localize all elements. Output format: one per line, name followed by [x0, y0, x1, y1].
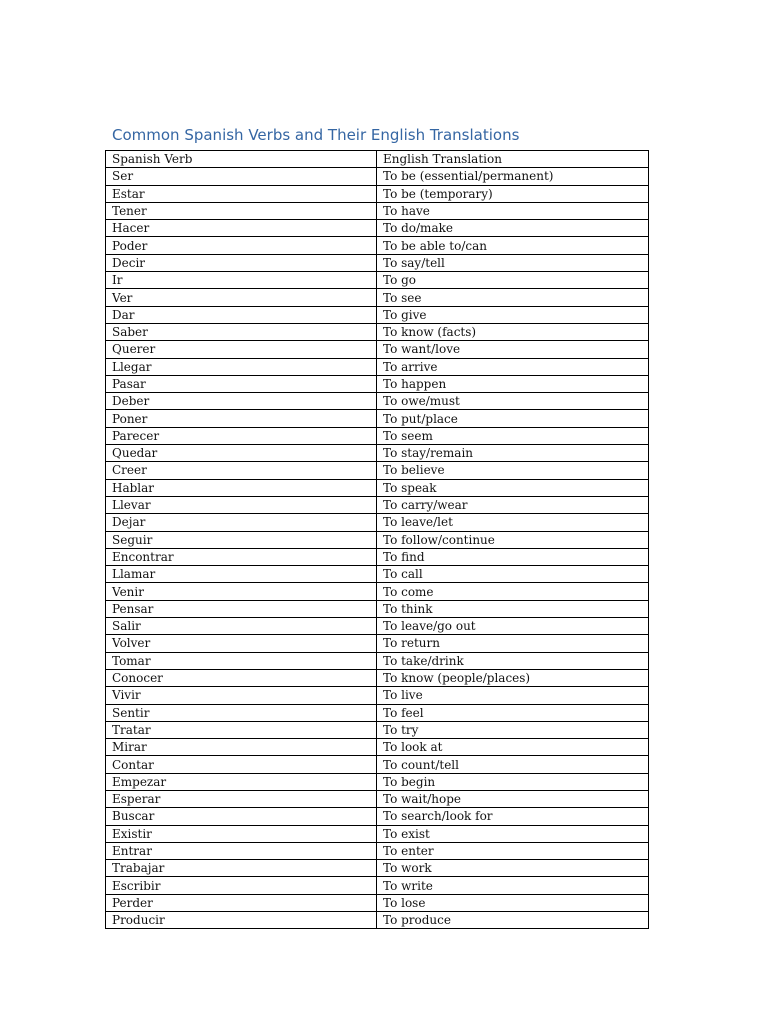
table-row: [106, 600, 649, 617]
spanish-verb-cell: Escribir: [106, 877, 377, 894]
table-row: [106, 220, 649, 237]
english-translation-cell: To try: [377, 721, 649, 738]
english-translation-cell: To work: [377, 860, 649, 877]
table-row: [106, 445, 649, 462]
table-row: [106, 185, 649, 202]
table-row: [106, 756, 649, 773]
english-translation-cell: To say/tell: [377, 254, 649, 271]
table-row: [106, 721, 649, 738]
english-translation-cell: To count/tell: [377, 756, 649, 773]
document-title: Common Spanish Verbs and Their English Translations: [112, 126, 520, 144]
spanish-verb-cell: Ver: [106, 289, 377, 306]
table-row: [106, 583, 649, 600]
table-row: [106, 202, 649, 219]
english-translation-cell: To exist: [377, 825, 649, 842]
table-row: [106, 375, 649, 392]
english-translation-cell: To believe: [377, 462, 649, 479]
spanish-verb-cell: Conocer: [106, 669, 377, 686]
table-row: [106, 790, 649, 807]
english-translation-cell: To carry/wear: [377, 496, 649, 513]
english-translation-cell: To arrive: [377, 358, 649, 375]
spanish-verb-cell: Vivir: [106, 687, 377, 704]
table-row: [106, 341, 649, 358]
english-translation-cell: To speak: [377, 479, 649, 496]
spanish-verb-cell: Llamar: [106, 566, 377, 583]
spanish-verb-cell: Querer: [106, 341, 377, 358]
english-translation-cell: To do/make: [377, 220, 649, 237]
table-row: [106, 254, 649, 271]
english-translation-cell: To begin: [377, 773, 649, 790]
spanish-verb-cell: Existir: [106, 825, 377, 842]
spanish-verb-cell: Llevar: [106, 496, 377, 513]
spanish-verb-cell: Empezar: [106, 773, 377, 790]
table-row: [106, 237, 649, 254]
english-translation-cell: To return: [377, 635, 649, 652]
english-translation-cell: To want/love: [377, 341, 649, 358]
english-translation-cell: To give: [377, 306, 649, 323]
spanish-verb-cell: Salir: [106, 618, 377, 635]
english-translation-cell: To leave/let: [377, 514, 649, 531]
spanish-verb-cell: Decir: [106, 254, 377, 271]
english-translation-cell: To see: [377, 289, 649, 306]
table-row: [106, 306, 649, 323]
spanish-verb-cell: Mirar: [106, 739, 377, 756]
english-translation-cell: To enter: [377, 842, 649, 859]
spanish-verb-cell: Tratar: [106, 721, 377, 738]
spanish-verb-cell: Pensar: [106, 600, 377, 617]
table-row: [106, 877, 649, 894]
table-row: [106, 825, 649, 842]
spanish-verb-cell: Seguir: [106, 531, 377, 548]
spanish-verb-cell: Venir: [106, 583, 377, 600]
table-row: [106, 912, 649, 929]
verb-table-body: [106, 151, 649, 929]
verb-table: [105, 150, 649, 929]
english-translation-cell: To have: [377, 202, 649, 219]
table-row: [106, 168, 649, 185]
table-row: [106, 479, 649, 496]
table-row: [106, 548, 649, 565]
spanish-verb-cell: Quedar: [106, 445, 377, 462]
english-translation-cell: To be able to/can: [377, 237, 649, 254]
spanish-verb-cell: Producir: [106, 912, 377, 929]
english-translation-cell: To live: [377, 687, 649, 704]
spanish-verb-cell: Contar: [106, 756, 377, 773]
english-translation-cell: To look at: [377, 739, 649, 756]
table-row: [106, 272, 649, 289]
english-translation-cell: To search/look for: [377, 808, 649, 825]
english-translation-cell: To seem: [377, 427, 649, 444]
table-row: [106, 514, 649, 531]
spanish-verb-cell: Entrar: [106, 842, 377, 859]
english-translation-cell: To follow/continue: [377, 531, 649, 548]
spanish-verb-cell: Poner: [106, 410, 377, 427]
english-translation-cell: To stay/remain: [377, 445, 649, 462]
english-translation-cell: To happen: [377, 375, 649, 392]
spanish-verb-cell: Volver: [106, 635, 377, 652]
english-translation-cell: To lose: [377, 894, 649, 911]
spanish-verb-cell: Dejar: [106, 514, 377, 531]
spanish-verb-cell: Dar: [106, 306, 377, 323]
spanish-verb-cell: Buscar: [106, 808, 377, 825]
spanish-verb-cell: Sentir: [106, 704, 377, 721]
table-row: [106, 531, 649, 548]
table-row: [106, 687, 649, 704]
english-translation-cell: To leave/go out: [377, 618, 649, 635]
english-translation-cell: To owe/must: [377, 393, 649, 410]
table-header-row: [106, 151, 649, 168]
spanish-verb-cell: Ir: [106, 272, 377, 289]
english-translation-cell: To be (essential/permanent): [377, 168, 649, 185]
spanish-verb-cell: Pasar: [106, 375, 377, 392]
table-row: [106, 410, 649, 427]
english-translation-cell: To wait/hope: [377, 790, 649, 807]
spanish-verb-cell: Trabajar: [106, 860, 377, 877]
english-translation-cell: To be (temporary): [377, 185, 649, 202]
table-row: [106, 289, 649, 306]
spanish-verb-cell: Creer: [106, 462, 377, 479]
table-row: [106, 618, 649, 635]
english-translation-cell: To take/drink: [377, 652, 649, 669]
table-row: [106, 704, 649, 721]
table-row: [106, 739, 649, 756]
table-row: [106, 323, 649, 340]
english-translation-cell: To come: [377, 583, 649, 600]
table-row: [106, 894, 649, 911]
english-translation-cell: To produce: [377, 912, 649, 929]
spanish-verb-cell: Saber: [106, 323, 377, 340]
header-english-translation: English Translation: [377, 151, 649, 168]
english-translation-cell: To put/place: [377, 410, 649, 427]
table-row: [106, 462, 649, 479]
table-row: [106, 427, 649, 444]
english-translation-cell: To write: [377, 877, 649, 894]
english-translation-cell: To find: [377, 548, 649, 565]
spanish-verb-cell: Parecer: [106, 427, 377, 444]
table-row: [106, 669, 649, 686]
english-translation-cell: To feel: [377, 704, 649, 721]
table-row: [106, 860, 649, 877]
spanish-verb-cell: Perder: [106, 894, 377, 911]
spanish-verb-cell: Tener: [106, 202, 377, 219]
table-row: [106, 808, 649, 825]
table-row: [106, 652, 649, 669]
spanish-verb-cell: Esperar: [106, 790, 377, 807]
table-row: [106, 393, 649, 410]
english-translation-cell: To call: [377, 566, 649, 583]
english-translation-cell: To know (facts): [377, 323, 649, 340]
spanish-verb-cell: Hablar: [106, 479, 377, 496]
english-translation-cell: To go: [377, 272, 649, 289]
spanish-verb-cell: Tomar: [106, 652, 377, 669]
spanish-verb-cell: Encontrar: [106, 548, 377, 565]
spanish-verb-cell: Deber: [106, 393, 377, 410]
table-row: [106, 773, 649, 790]
header-spanish-verb: Spanish Verb: [106, 151, 377, 168]
spanish-verb-cell: Estar: [106, 185, 377, 202]
english-translation-cell: To know (people/places): [377, 669, 649, 686]
table-row: [106, 566, 649, 583]
english-translation-cell: To think: [377, 600, 649, 617]
spanish-verb-cell: Hacer: [106, 220, 377, 237]
table-row: [106, 635, 649, 652]
table-row: [106, 496, 649, 513]
spanish-verb-cell: Ser: [106, 168, 377, 185]
table-row: [106, 842, 649, 859]
spanish-verb-cell: Llegar: [106, 358, 377, 375]
table-row: [106, 358, 649, 375]
spanish-verb-cell: Poder: [106, 237, 377, 254]
